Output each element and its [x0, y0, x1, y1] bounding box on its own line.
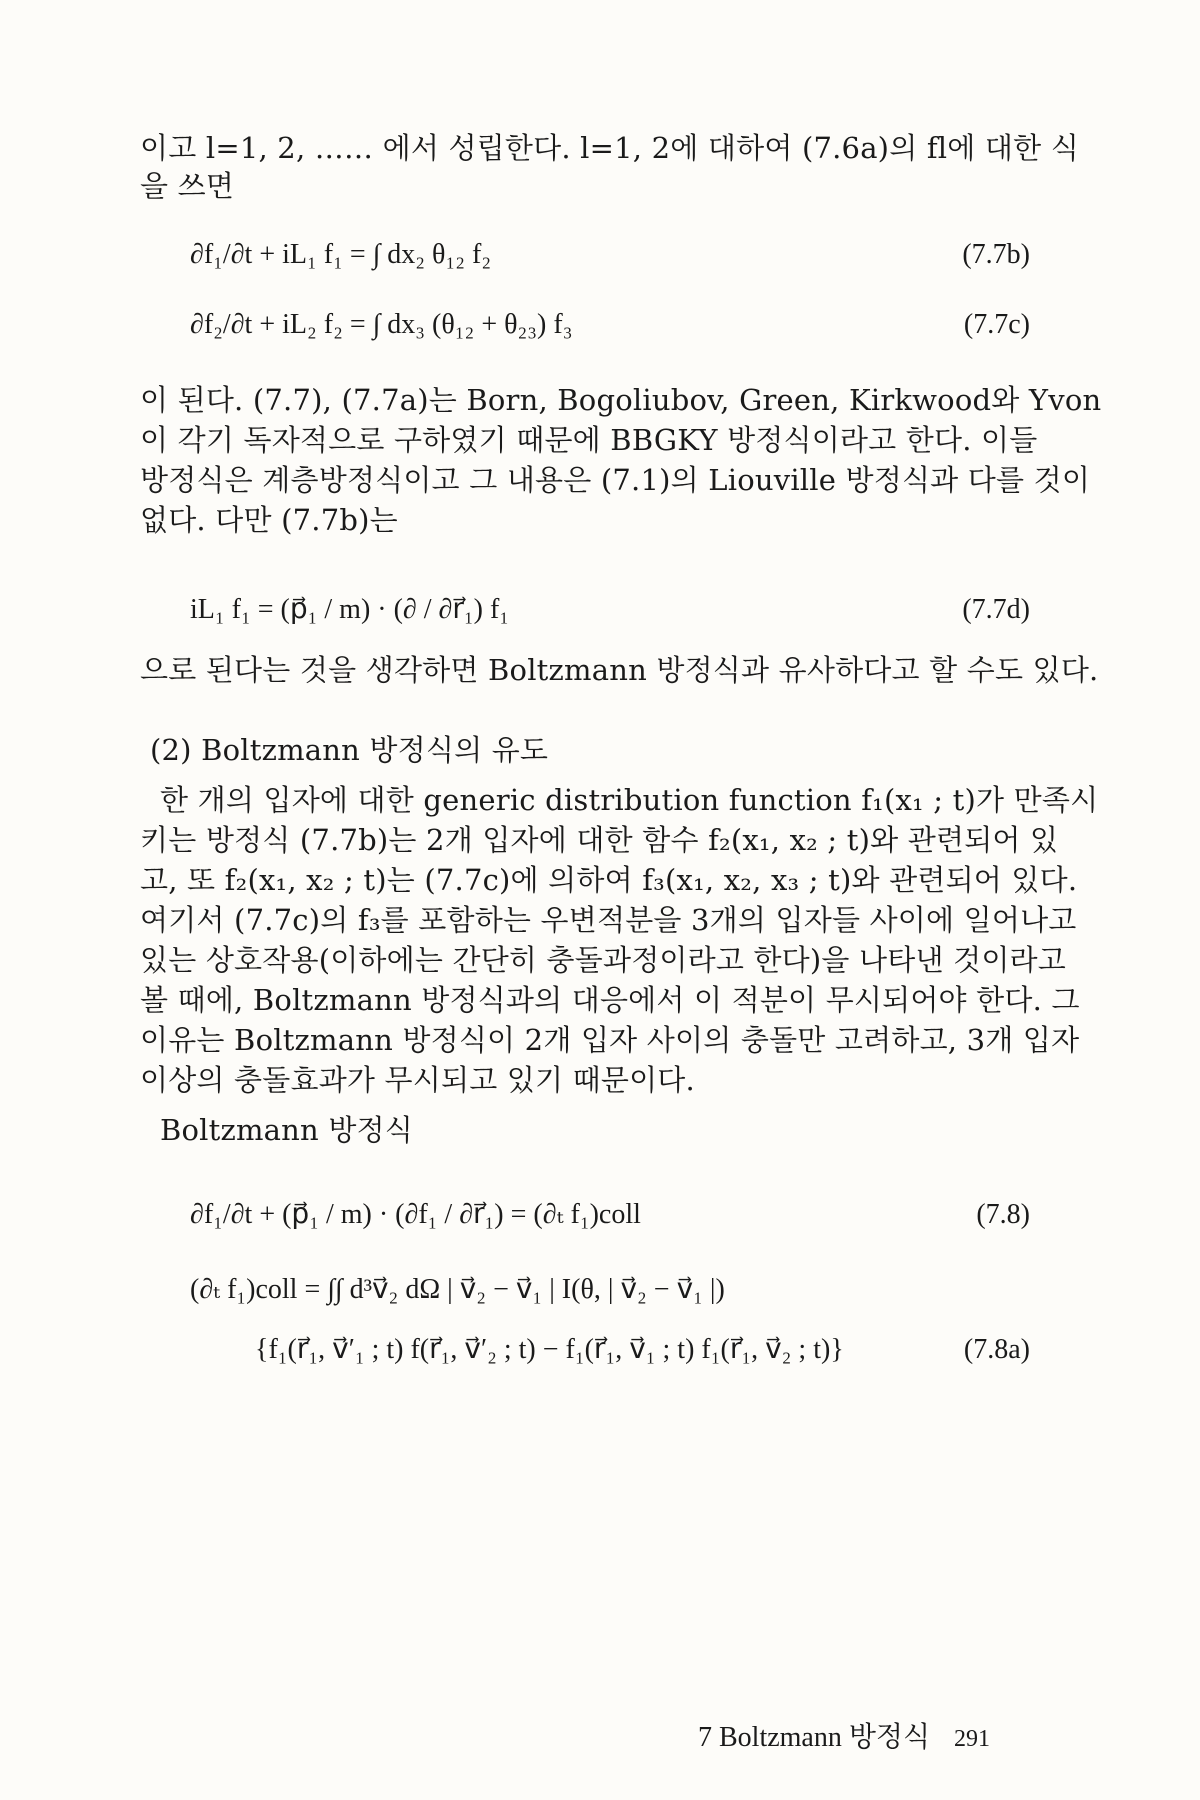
equation-number-7-7d: (7.7d) [962, 594, 1030, 625]
equation-7-7c: ∂f₂/∂t + iL₂ f₂ = ∫ dx₃ (θ₁₂ + θ₂₃) f₃ [190, 309, 573, 340]
boltzmann-equation-label: Boltzmann 방정식 [160, 1113, 413, 1147]
paragraph-2-line-3: 방정식은 계층방정식이고 그 내용은 (7.1)의 Liouville 방정식과 다를 것이 [140, 463, 1091, 497]
paragraph-1-line-2: 을 쓰면 [140, 169, 235, 203]
paragraph-4-line-6: 볼 때에, Boltzmann 방정식과의 대응에서 이 적분이 무시되어야 한다. 그 [140, 983, 1080, 1017]
equation-number-7-7c: (7.7c) [963, 309, 1030, 340]
equation-number-7-8: (7.8) [976, 1199, 1030, 1230]
paragraph-2-line-2: 이 각기 독자적으로 구하였기 때문에 BBGKY 방정식이라고 한다. 이들 [140, 423, 1038, 457]
paragraph-4-line-8: 이상의 충돌효과가 무시되고 있기 때문이다. [140, 1063, 695, 1097]
paragraph-4-line-4: 여기서 (7.7c)의 f₃를 포함하는 우변적분을 3개의 입자들 사이에 일어나고 [140, 903, 1077, 937]
paragraph-2-line-4: 없다. 다만 (7.7b)는 [140, 503, 398, 537]
paragraph-4-line-7: 이유는 Boltzmann 방정식이 2개 입자 사이의 충돌만 고려하고, 3개 입자 [140, 1023, 1080, 1057]
paragraph-3: 으로 된다는 것을 생각하면 Boltzmann 방정식과 유사하다고 할 수도 있다. [140, 653, 1099, 687]
equation-7-8: ∂f₁/∂t + (p⃗₁ / m) · (∂f₁ / ∂r⃗₁) = (∂ₜ f₁)coll [190, 1199, 641, 1230]
paragraph-4-line-1: 한 개의 입자에 대한 generic distribution function f₁(x₁ ; t)가 만족시 [160, 783, 1099, 817]
equation-7-7b: ∂f₁/∂t + iL₁ f₁ = ∫ dx₂ θ₁₂ f₂ [190, 239, 492, 270]
equation-collision-integral: (∂ₜ f₁)coll = ∫∫ d³v⃗₂ dΩ | v⃗₂ − v⃗₁ | I(θ, | v⃗₂ − v⃗₁ |) [190, 1274, 725, 1305]
equation-number-7-7b: (7.7b) [962, 239, 1030, 270]
page-number: 291 [954, 1726, 990, 1752]
page-footer [698, 1715, 990, 1755]
equation-7-8a: {f₁(r⃗₁, v⃗′₁ ; t) f(r⃗₁, v⃗′₂ ; t) − f₁(r⃗₁, v⃗₁ ; t) f₁(r⃗₁, v⃗₂ ; t)} [255, 1334, 844, 1365]
paragraph-1-line-1: 이고 l=1, 2, …… 에서 성립한다. l=1, 2에 대하여 (7.6a)의 fl에 대한 식 [140, 131, 1079, 165]
running-head: 7 Boltzmann 방정식 [697, 1722, 930, 1753]
section-heading: (2) Boltzmann 방정식의 유도 [150, 733, 549, 767]
equation-number-7-8a: (7.8a) [963, 1334, 1030, 1365]
paragraph-2-line-1: 이 된다. (7.7), (7.7a)는 Born, Bogoliubov, Green, Kirkwood와 Yvon [140, 383, 1102, 417]
paragraph-4-line-3: 고, 또 f₂(x₁, x₂ ; t)는 (7.7c)에 의하여 f₃(x₁, x₂, x₃ ; t)와 관련되어 있다. [140, 863, 1078, 897]
paragraph-4-line-2: 키는 방정식 (7.7b)는 2개 입자에 대한 함수 f₂(x₁, x₂ ; t)와 관련되어 있 [140, 823, 1059, 857]
equation-7-7d: iL₁ f₁ = (p⃗₁ / m) · (∂ / ∂r⃗₁) f₁ [190, 594, 510, 625]
paragraph-4-line-5: 있는 상호작용(이하에는 간단히 충돌과정이라고 한다)을 나타낸 것이라고 [140, 943, 1066, 977]
